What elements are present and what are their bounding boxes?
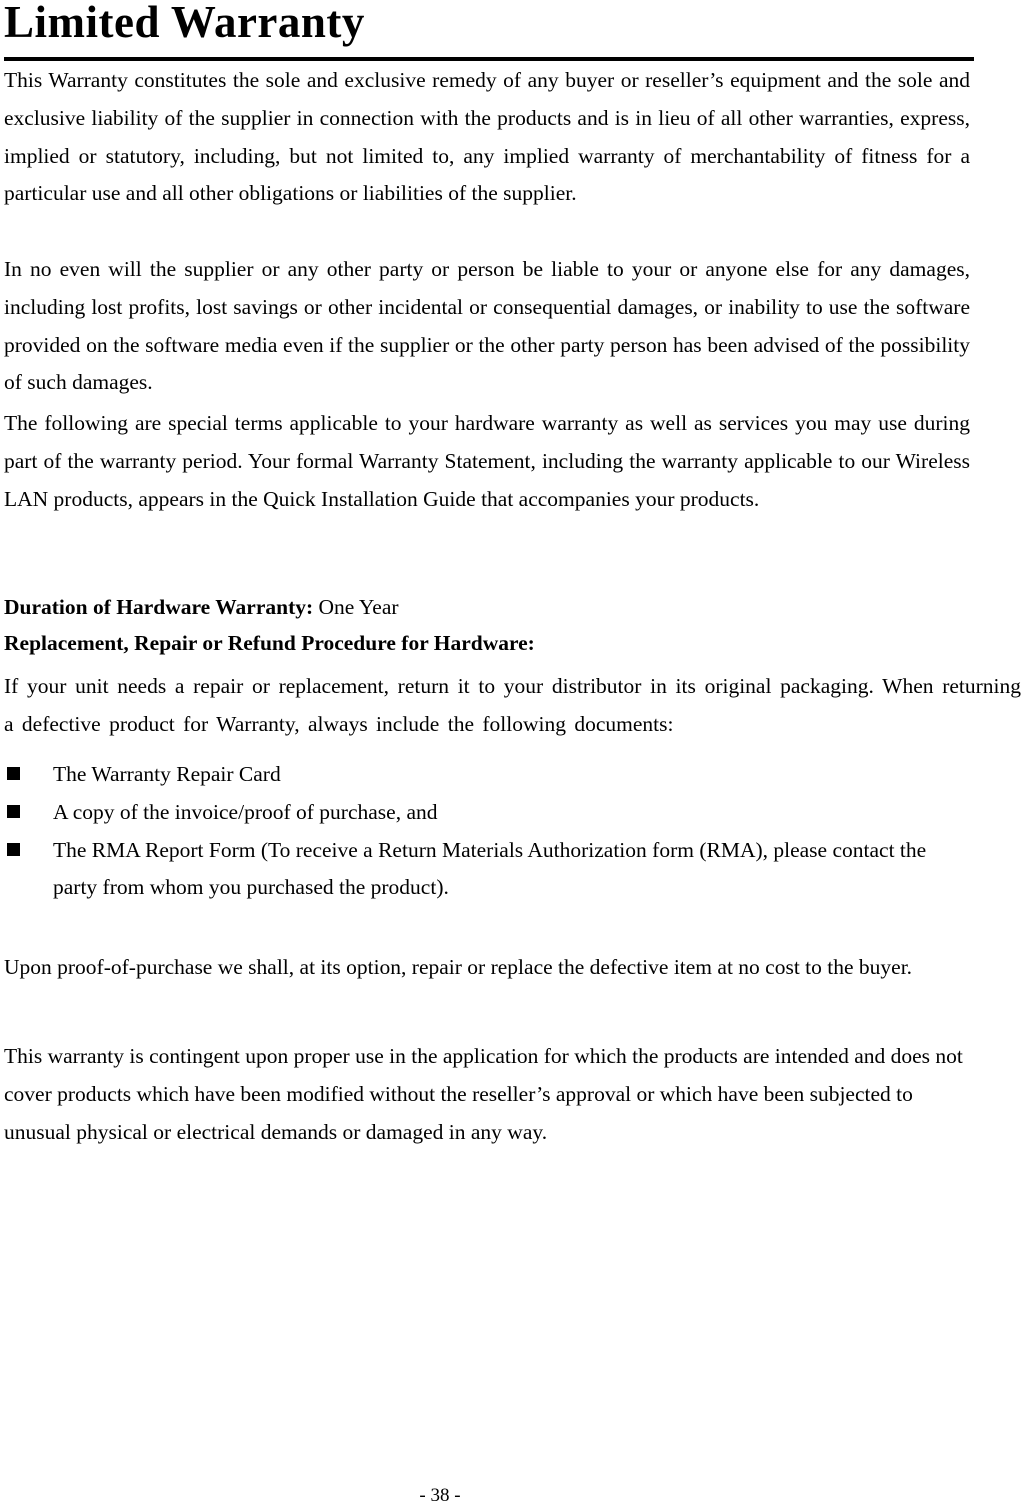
warranty-intro-paragraph: This Warranty constitutes the sole and exclusive remedy of any buyer or reseller’s equipment and the sole and exclusive liability of the supplier in connection with the products and is in lieu of all other warranties, express, implied or statutory, including, but not limited to, any implied warranty of merchantability of fitness for a particular use and all other obligations or liabilities of the supplier. (4, 68, 970, 206)
duration-value: One Year (313, 595, 399, 619)
page-number: - 38 - (419, 1485, 461, 1506)
list-item-text: The RMA Report Form (To receive a Return Materials Authorization form (RMA), please contact the party from whom you purchased the product). (53, 837, 927, 900)
square-bullet-icon (7, 805, 20, 818)
list-item-text: A copy of the invoice/proof of purchase, and (53, 799, 438, 824)
duration-line (4, 589, 399, 627)
page-title: Limited Warranty (4, 0, 365, 47)
list-item (4, 756, 970, 794)
required-documents-list (4, 756, 970, 907)
special-terms-paragraph: The following are special terms applicable to your hardware warranty as well as services you may use during part of the warranty period. Your formal Warranty Statement, including the warranty applicable to our Wireless LAN products, appears in the Quick Installation Guide that accompanies your products. (4, 411, 970, 511)
list-item-text: The Warranty Repair Card (53, 762, 281, 786)
procedure-paragraph: If your unit needs a repair or replacement, return it to your distributor in its original packaging. When returning a defective product for Warranty, always include the following documents: (4, 674, 1021, 736)
duration-label: Duration of Hardware Warranty: (4, 595, 314, 619)
square-bullet-icon (7, 767, 20, 780)
procedure-heading: Replacement, Repair or Refund Procedure for Hardware: (4, 631, 535, 655)
proof-of-purchase-paragraph: Upon proof-of-purchase we shall, at its option, repair or replace the defective item at no cost to the buyer. (4, 955, 913, 979)
list-item (4, 794, 970, 832)
contingency-paragraph: This warranty is contingent upon proper use in the application for which the products are intended and does not cover products which have been modified without the reseller’s approval or which have been subjected to unusual physical or electrical demands or damaged in any way. (4, 1044, 963, 1144)
liability-paragraph: In no even will the supplier or any other party or person be liable to your or anyone else for any damages, including lost profits, lost savings or other incidental or consequential damages, or inability to use the software provided on the software media even if the supplier or the other party person has been advised of the possibility of such damages. (4, 257, 970, 395)
title-divider (4, 57, 974, 61)
square-bullet-icon (7, 843, 20, 856)
list-item (4, 832, 970, 908)
